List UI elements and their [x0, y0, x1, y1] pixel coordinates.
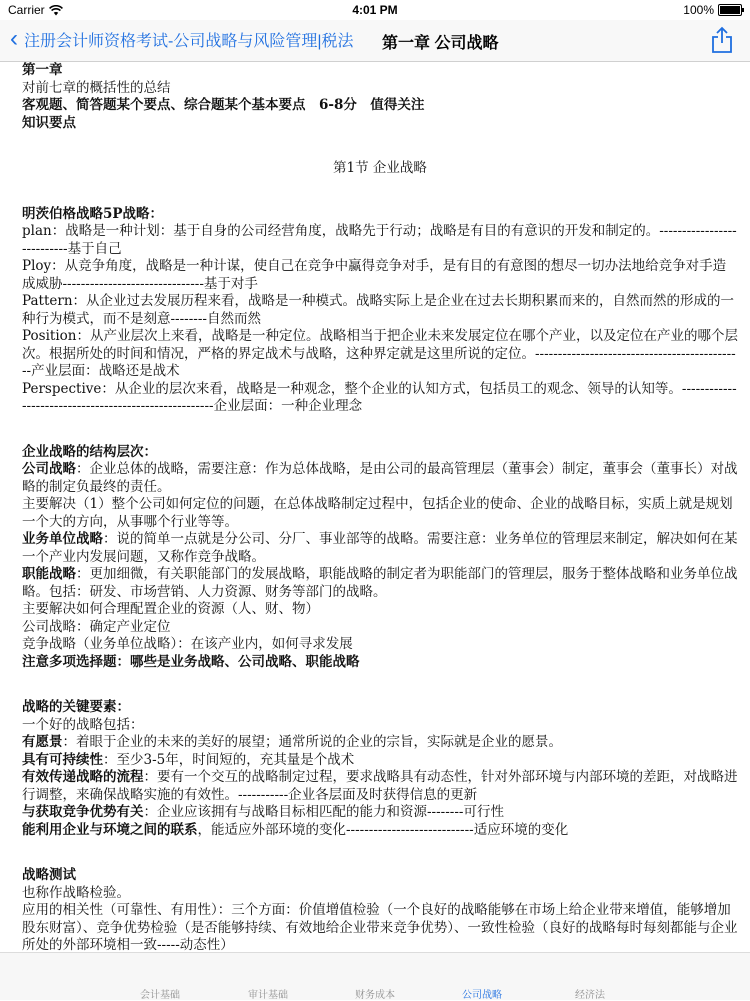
strategy-test-list [22, 885, 738, 953]
structure-item-label: 注意多项选择题：哪些是业务战略、公司战略、职能战略 [22, 653, 360, 670]
key-element-item-text: ：至少3-5年，时间短的，充其量是个战术 [103, 751, 355, 768]
chapter-intro [22, 62, 738, 132]
page-title: 第一章 公司战略 [382, 35, 499, 52]
navigation-bar [0, 20, 750, 62]
wifi-icon [49, 5, 63, 16]
battery-percent: 100% [683, 3, 714, 17]
structure-item [22, 636, 738, 654]
tab-2[interactable]: 审计基础 [248, 990, 288, 1001]
key-element-item-text: ：要有一个交互的战略制定过程，要求战略具有动态性，针对外部环境与内部环境的差距，对战略进行调整，来确保战略实施的有效性。-----------企业各层面及时获得信息的更新 [22, 769, 738, 803]
p5-item: Perspective：从企业的层次来看，战略是一种观念，整个企业的认知方式，包括员工的观念、领导的认知等。------------------------------------------------------企业层面：一种企业理念 [22, 380, 737, 414]
status-right [683, 3, 742, 17]
key-element-item [22, 769, 738, 804]
chapter-line: 客观题、简答题某个要点、综合题某个基本要点 6-8分 值得关注 [22, 97, 425, 113]
key-elements-heading: 战略的关键要素： [22, 699, 130, 715]
section-title: 第1节 企业战略 [333, 160, 427, 176]
tab-1[interactable]: 会计基础 [140, 990, 180, 1001]
key-element-item-label: 有愿景 [22, 734, 63, 750]
chapter-line: 知识要点 [22, 114, 76, 131]
key-element-item-text: ：企业应该拥有与战略目标相匹配的能力和资源--------可行性 [143, 804, 504, 820]
structure-item-text: 公司战略：确定产业定位 [22, 618, 171, 635]
structure-item [22, 461, 738, 496]
key-element-item-label: 有效传递战略的流程 [22, 769, 144, 785]
chapter-line: 对前七章的概括性的总结 [22, 79, 171, 96]
tab-4[interactable]: 公司战略 [462, 990, 502, 1001]
p5-item: Pattern：从企业过去发展历程来看，战略是一种模式。战略实际上是企业在过去长期积累而来的，自然而然的形成的一种行为模式，而不是刻意--------自然而然 [22, 293, 735, 327]
p5-item: Position：从产业层次上来看，战略是一种定位。战略相当于把企业未来发展定位在哪个产业，以及定位在产业的哪个层次。根据所处的时间和情况，严格的界定战术与战略，这种界定就是这里所说的定位。----------------------------------------------产业层面：战略还是战术 [22, 328, 738, 379]
structure-list [22, 461, 738, 671]
key-element-item-label: 能利用企业与环境之间的联系 [22, 821, 198, 838]
share-icon[interactable] [710, 26, 734, 54]
structure-item-label: 职能战略 [22, 566, 76, 582]
structure-item-text: ：说的简单一点就是分公司、分厂、事业部等的战略。需要注意：业务单位的管理层来制定，解决如何在某一个产业内发展问题，又称作竞争战略。 [22, 531, 738, 565]
structure-item-text: 主要解决（1）整个公司如何定位的问题，在总体战略制定过程中，包括企业的使命、企业的战略目标，实质上就是规划一个大的方向，从事哪个行业等等。 [22, 496, 733, 530]
document-content [22, 62, 738, 952]
structure-item [22, 619, 738, 637]
tab-5[interactable]: 经济法 [575, 990, 605, 1001]
status-left [8, 3, 63, 17]
structure-item [22, 531, 738, 566]
key-element-item [22, 822, 738, 840]
status-bar [0, 0, 750, 20]
structure-heading: 企业战略的结构层次： [22, 443, 157, 460]
strategy-test-item: 应用的相关性（可靠性、有用性）：三个方面：价值增值检验（一个良好的战略能够在市场上给企业带来增值，能够增加股东财富）、竞争优势检验（是否能够持续、有效地给企业带来竞争优势）、一致性检验（良好的战略每时每刻都能与企业所处的外部环境相一致-----动态性） [22, 902, 738, 952]
key-element-item [22, 752, 738, 770]
chevron-left-icon: ‹ [10, 25, 18, 52]
chapter-line: 第一章 [22, 62, 63, 78]
structure-item-text: 主要解决如何合理配置企业的资源（人、财、物） [22, 601, 319, 617]
strategy-test-heading: 战略测试 [22, 867, 76, 883]
structure-item-text: 竞争战略（业务单位战略）：在该产业内，如何寻求发展 [22, 636, 353, 652]
back-button-label: 注册会计师资格考试-公司战略与风险管理|税法 [24, 32, 354, 50]
carrier-label: Carrier [8, 3, 45, 17]
structure-item-label: 业务单位战略 [22, 531, 103, 547]
back-button[interactable] [10, 27, 354, 51]
strategy-test-item: 也称作战略检验。 [22, 884, 130, 901]
key-elements-list [22, 717, 738, 840]
structure-item [22, 566, 738, 601]
structure-item-text: ：企业总体的战略，需要注意：作为总体战略，是由公司的最高管理层（董事会）制定，董事会（董事长）对战略的制定负最终的责任。 [22, 461, 738, 495]
structure-item [22, 496, 738, 531]
battery-fill [720, 6, 740, 14]
status-time: 4:01 PM [352, 3, 398, 17]
p5-item: plan：战略是一种计划：基于自身的公司经营角度，战略先于行动；战略是有目的有意识的开发和制定的。---------------------------基于自己 [22, 223, 737, 257]
key-element-item-text: 一个好的战略包括： [22, 716, 144, 733]
battery-icon [718, 4, 742, 16]
key-element-item [22, 804, 738, 822]
p5-heading: 明茨伯格战略5P战略： [22, 205, 164, 222]
p5-item: Ploy：从竞争角度，战略是一种计谋，使自己在竞争中赢得竞争对手，是有目的有意图的想尽一切办法地给竞争对手造成威胁-------------------------------基于对手 [22, 258, 727, 292]
tab-3[interactable]: 财务成本 [355, 990, 395, 1001]
key-element-item-text: ，能适应外部环境的变化----------------------------适应环境的变化 [197, 821, 569, 838]
structure-item-text: ：更加细微，有关职能部门的发展战略，职能战略的制定者为职能部门的管理层，服务于整体战略和业务单位战略。包括：研发、市场营销、人力资源、财务等部门的战略。 [22, 566, 738, 600]
key-element-item [22, 717, 738, 735]
p5-list [22, 223, 738, 416]
tab-bar [0, 952, 750, 1000]
key-element-item-label: 与获取竞争优势有关 [22, 804, 144, 820]
structure-item [22, 601, 738, 619]
structure-item-label: 公司战略 [22, 461, 76, 477]
key-element-item [22, 734, 738, 752]
key-element-item-label: 具有可持续性 [22, 751, 103, 768]
structure-item [22, 654, 738, 672]
key-element-item-text: ：着眼于企业的未来的美好的展望；通常所说的企业的宗旨，实际就是企业的愿景。 [62, 734, 562, 750]
